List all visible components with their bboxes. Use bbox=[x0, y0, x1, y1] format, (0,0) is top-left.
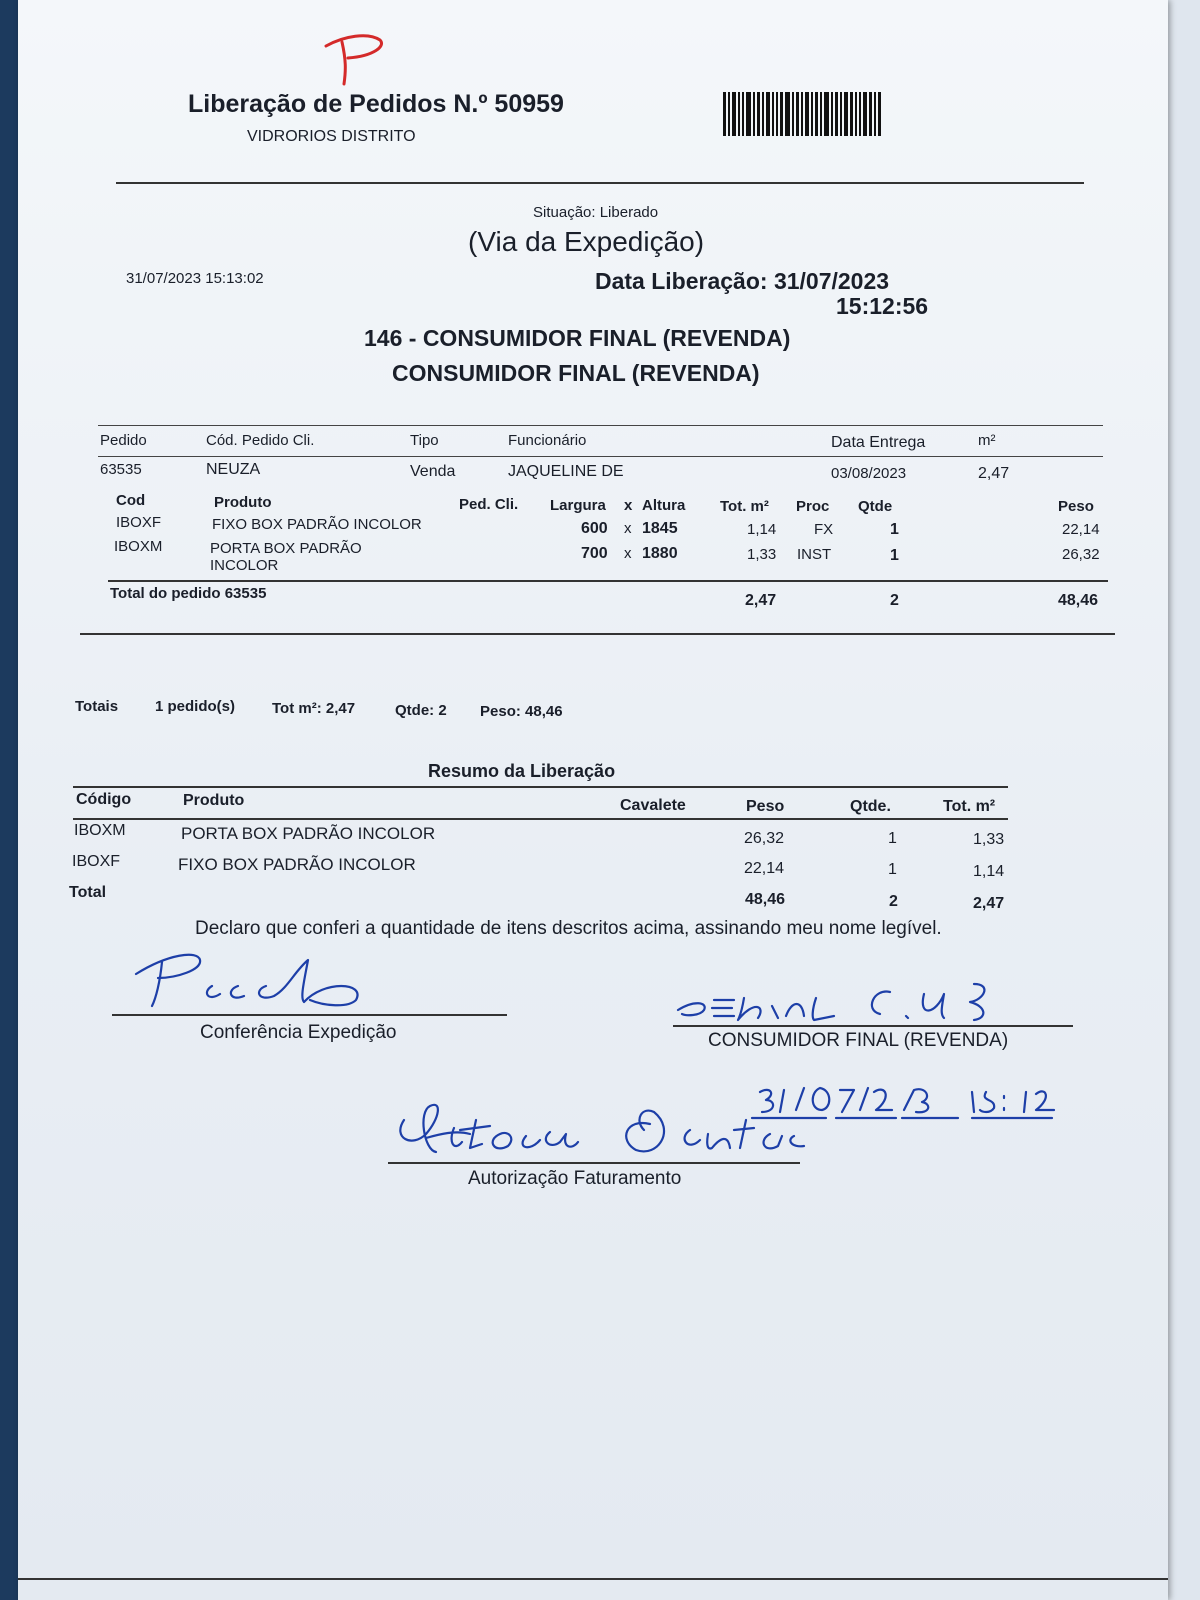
item-altura: 1845 bbox=[642, 520, 678, 537]
order-header-data-entrega: Data Entrega bbox=[831, 434, 926, 451]
item-produto: PORTA BOX PADRÃO bbox=[210, 540, 362, 557]
cliente-label: CONSUMIDOR FINAL (REVENDA) bbox=[708, 1030, 1009, 1051]
summary-row-tot-m2: 1,14 bbox=[973, 863, 1005, 880]
items-header-tot-m2: Tot. m² bbox=[720, 498, 769, 515]
item-produto-line-2: INCOLOR bbox=[210, 557, 279, 574]
via-title: (Via da Expedição) bbox=[468, 226, 705, 257]
summary-row-tot-m2: 1,33 bbox=[973, 831, 1005, 848]
summary-row-codigo: IBOXF bbox=[72, 853, 121, 870]
summary-header-peso: Peso bbox=[746, 798, 785, 815]
summary-total-peso: 48,46 bbox=[745, 891, 786, 908]
summary-top-rule bbox=[73, 786, 1008, 788]
item-largura: 600 bbox=[581, 520, 608, 537]
conferencia-signature-line bbox=[112, 1014, 507, 1016]
items-header-cod: Cod bbox=[116, 492, 146, 509]
item-tot-m2: 1,33 bbox=[747, 546, 777, 563]
order-total-label: Total do pedido 63535 bbox=[110, 585, 267, 602]
summary-total-tot-m2: 2,47 bbox=[973, 895, 1005, 912]
order-total-qtde: 2 bbox=[890, 592, 899, 609]
item-altura: 1880 bbox=[642, 545, 678, 562]
item-qtde: 1 bbox=[890, 521, 899, 538]
item-largura: 700 bbox=[581, 545, 608, 562]
items-header-qtde: Qtde bbox=[858, 498, 893, 515]
items-header-altura: Altura bbox=[642, 497, 686, 514]
barcode bbox=[723, 92, 893, 136]
items-header-peso: Peso bbox=[1058, 498, 1094, 515]
totals-tot-m2: Tot m²: 2,47 bbox=[272, 700, 356, 717]
item-peso: 26,32 bbox=[1062, 546, 1100, 563]
summary-header-rule bbox=[73, 818, 1008, 820]
order-value-pedido: 63535 bbox=[100, 461, 142, 478]
summary-row-produto: FIXO BOX PADRÃO INCOLOR bbox=[178, 855, 416, 874]
status-text: Situação: Liberado bbox=[533, 204, 659, 221]
order-header-pedido: Pedido bbox=[100, 432, 147, 449]
order-value-cod-pedido-cli: NEUZA bbox=[206, 461, 261, 478]
document-sheet bbox=[18, 0, 1168, 1600]
client-line-1: 146 - CONSUMIDOR FINAL (REVENDA) bbox=[364, 325, 791, 351]
item-cod: IBOXM bbox=[114, 538, 163, 555]
header-divider bbox=[116, 182, 1084, 184]
summary-title: Resumo da Liberação bbox=[428, 761, 616, 781]
declaration-text: Declaro que conferi a quantidade de itens descritos acima, assinando meu nome legível. bbox=[195, 918, 942, 939]
autorizacao-label: Autorização Faturamento bbox=[468, 1168, 682, 1189]
order-header-rule bbox=[98, 456, 1103, 457]
order-header-cod-pedido-cli: Cód. Pedido Cli. bbox=[206, 432, 315, 449]
client-line-2: CONSUMIDOR FINAL (REVENDA) bbox=[392, 360, 760, 386]
item-proc: FX bbox=[814, 521, 834, 538]
summary-total-qtde: 2 bbox=[889, 893, 898, 910]
company-name: VIDRORIOS DISTRITO bbox=[247, 128, 416, 145]
summary-header-tot-m2: Tot. m² bbox=[943, 798, 996, 815]
order-value-data-entrega: 03/08/2023 bbox=[831, 465, 907, 482]
cliente-signature-line bbox=[673, 1025, 1073, 1027]
items-header-largura: Largura bbox=[550, 497, 606, 514]
autorizacao-signature-line bbox=[388, 1162, 800, 1164]
item-tot-m2: 1,14 bbox=[747, 521, 777, 538]
summary-row-qtde: 1 bbox=[888, 861, 897, 878]
items-header-x: x bbox=[624, 497, 633, 514]
item-peso: 22,14 bbox=[1062, 521, 1100, 538]
summary-total-label: Total bbox=[69, 884, 107, 901]
summary-row-peso: 22,14 bbox=[744, 860, 785, 877]
summary-row-produto: PORTA BOX PADRÃO INCOLOR bbox=[181, 824, 436, 843]
totals-peso: Peso: 48,46 bbox=[480, 703, 563, 720]
summary-header-codigo: Código bbox=[76, 791, 132, 808]
item-qtde: 1 bbox=[890, 547, 899, 564]
signature-autorizacao bbox=[390, 1090, 810, 1170]
order-value-m2: 2,47 bbox=[978, 465, 1010, 482]
release-time: 15:12:56 bbox=[836, 293, 929, 319]
order-value-funcionario: JAQUELINE DE bbox=[508, 463, 624, 480]
signature-conferencia bbox=[128, 942, 388, 1022]
summary-row-qtde: 1 bbox=[888, 830, 897, 847]
totals-pedidos: 1 pedido(s) bbox=[155, 698, 236, 715]
conferencia-label: Conferência Expedição bbox=[200, 1022, 397, 1043]
release-date: Data Liberação: 31/07/2023 bbox=[595, 268, 890, 294]
document-title: Liberação de Pedidos N.º 50959 bbox=[188, 90, 564, 118]
order-table-top-rule bbox=[98, 425, 1103, 426]
summary-header-qtde: Qtde. bbox=[850, 798, 891, 815]
totals-qtde: Qtde: 2 bbox=[395, 702, 447, 719]
item-produto: FIXO BOX PADRÃO INCOLOR bbox=[212, 516, 422, 533]
items-header-ped-cli: Ped. Cli. bbox=[459, 496, 519, 513]
order-value-tipo: Venda bbox=[410, 463, 456, 480]
handwritten-p-mark bbox=[324, 30, 384, 88]
summary-row-codigo: IBOXM bbox=[74, 822, 126, 839]
order-header-tipo: Tipo bbox=[410, 432, 439, 449]
order-header-m2: m² bbox=[978, 432, 996, 449]
order-total-m2: 2,47 bbox=[745, 592, 777, 609]
item-x: x bbox=[624, 545, 632, 562]
item-x: x bbox=[624, 520, 632, 537]
totals-label: Totais bbox=[75, 698, 119, 715]
item-proc: INST bbox=[797, 546, 832, 563]
item-cod: IBOXF bbox=[116, 514, 162, 531]
bottom-divider bbox=[18, 1578, 1168, 1580]
summary-row-peso: 26,32 bbox=[744, 830, 785, 847]
order-total-rule bbox=[108, 580, 1108, 582]
items-header-proc: Proc bbox=[796, 498, 830, 515]
summary-header-produto: Produto bbox=[183, 792, 245, 809]
signature-cliente bbox=[674, 970, 1004, 1030]
order-total-peso: 48,46 bbox=[1058, 592, 1099, 609]
order-header-funcionario: Funcionário bbox=[508, 432, 587, 449]
printed-timestamp: 31/07/2023 15:13:02 bbox=[126, 270, 264, 287]
summary-header-cavalete: Cavalete bbox=[620, 797, 686, 814]
order-section-divider bbox=[80, 633, 1115, 635]
items-header-produto: Produto bbox=[214, 494, 272, 511]
